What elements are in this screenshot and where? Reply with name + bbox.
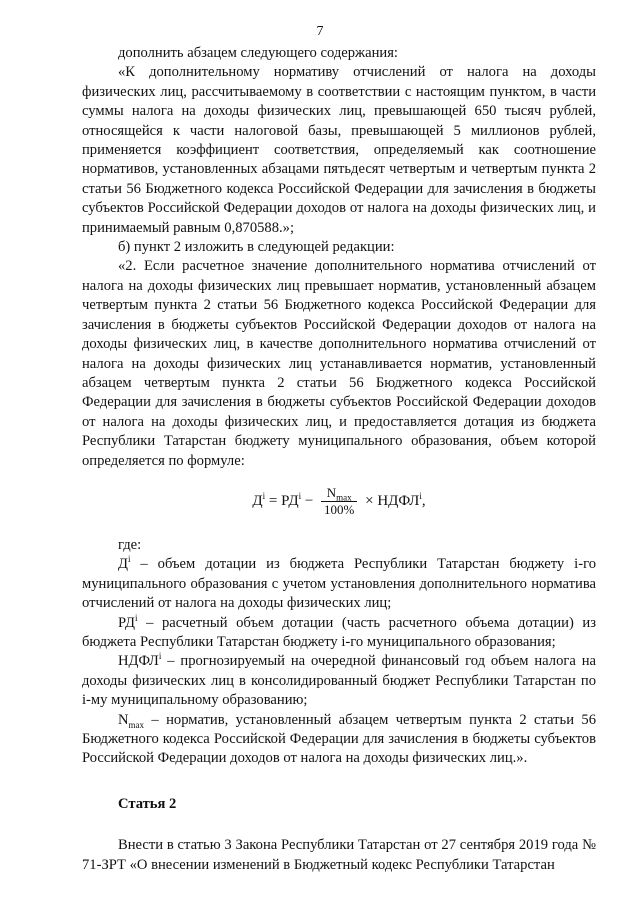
paragraph-intro: дополнить абзацем следующего содержания: [118, 45, 398, 61]
definition-ndfl-text: – прогнозируемый на очередной финансовый год объем налога на доходы физических лиц в консолидированный бюджет Республики Татарстан по i-му муниципальному образованию; [82, 653, 596, 709]
paragraph-point-2: «2. Если расчетное значение дополнительного норматива отчислений от налога на доходы физических лиц превышает норматив, установленный абзацем четвертым пункта 2 статьи 56 Бюджетного кодекса Российской Федерации для зачисления в бюджеты субъектов Российской Федерации доходов от налога на доходы физических лиц, в качестве дополнительного норматива отчислений от налога на доходы физических лиц устанавливается норматив, установленный абзацем четвертым пункта 2 статьи 56 Бюджетного кодекса Российской Федерации для зачисления в бюджеты субъектов Российской Федерации доходов от налога на доходы физических лиц, и предоставляется дотация из бюджета Республики Татарстан бюджету муниципального образования, объем которой определяется по формуле: [82, 258, 596, 469]
definition-rd [82, 614, 596, 653]
formula-fraction [321, 485, 357, 518]
formula-lhs: Д [252, 492, 263, 509]
formula-n-sub: max [336, 492, 352, 503]
definition-nmax [82, 711, 596, 769]
definition-d-text: – объем дотации из бюджета Республики Татарстан бюджету i-го муниципального образования с учетом установления дополнительного норматива отчислений от налога на доходы физических лиц; [82, 556, 596, 612]
definition-d-index: i [127, 554, 131, 565]
formula-minus: − [301, 492, 318, 509]
article-text: Внести в статью 3 Закона Республики Татарстан от 27 сентября 2019 года № 71-ЗРТ «О внесении изменений в Бюджетный кодекс Республики Татарстан [82, 837, 596, 873]
formula-tail: , [421, 492, 426, 509]
definition-ndfl [82, 652, 596, 710]
definition-ndfl-index: i [158, 651, 162, 662]
document-body [82, 44, 596, 875]
definition-ndfl-symbol: НДФЛ [118, 653, 159, 670]
formula-times-ndfl: × НДФЛ [361, 492, 420, 509]
definition-d-symbol: Д [118, 556, 128, 573]
article-heading: Статья 2 [118, 795, 177, 812]
where-label: где: [118, 536, 142, 553]
definition-rd-symbol: РД [118, 614, 135, 631]
paragraph-item-b: б) пункт 2 изложить в следующей редакции: [118, 239, 395, 256]
paragraph-coefficient: «К дополнительному нормативу отчислений от налога на доходы физических лиц, рассчитываемому в соответствии с настоящим пунктом, в части суммы налога на доходы физических лиц, превышающей 650 тысяч рублей, относящейся к части налоговой базы, превышающей 5 миллионов рублей, применяется коэффициент соответствия, определяемый как соотношение нормативов, установленных абзацами пятьдесят четвертым и четвертым пункта 2 статьи 56 Бюджетного кодекса Российской Федерации для зачисления в бюджеты субъектов Российской Федерации доходов от налога на доходы физических лиц, и принимаемый равным 0,870588.»; [82, 64, 596, 236]
formula-rd: = РД [265, 492, 299, 509]
formula-n: N [326, 484, 337, 500]
formula [82, 485, 596, 518]
definition-rd-text: – расчетный объем дотации (часть расчетного объема дотации) из бюджета Республики Татарстан бюджету i-го муниципального образования; [82, 614, 596, 650]
definition-nmax-sub: max [128, 719, 145, 730]
formula-numerator [321, 485, 357, 502]
formula-rd-index: i [298, 490, 302, 501]
formula-ndfl-index: i [419, 490, 422, 501]
definition-rd-index: i [134, 612, 138, 623]
page-number: 7 [316, 24, 324, 39]
definition-nmax-text: – норматив, установленный абзацем четвертым пункта 2 статьи 56 Бюджетного кодекса Российской Федерации для зачисления в бюджеты субъектов Российской Федерации доходов от налога на доходы физических лиц.». [82, 711, 596, 767]
definition-d [82, 555, 596, 613]
definition-nmax-symbol: N [118, 711, 129, 728]
formula-denominator: 100% [324, 501, 355, 517]
formula-lhs-index: i [262, 490, 266, 501]
